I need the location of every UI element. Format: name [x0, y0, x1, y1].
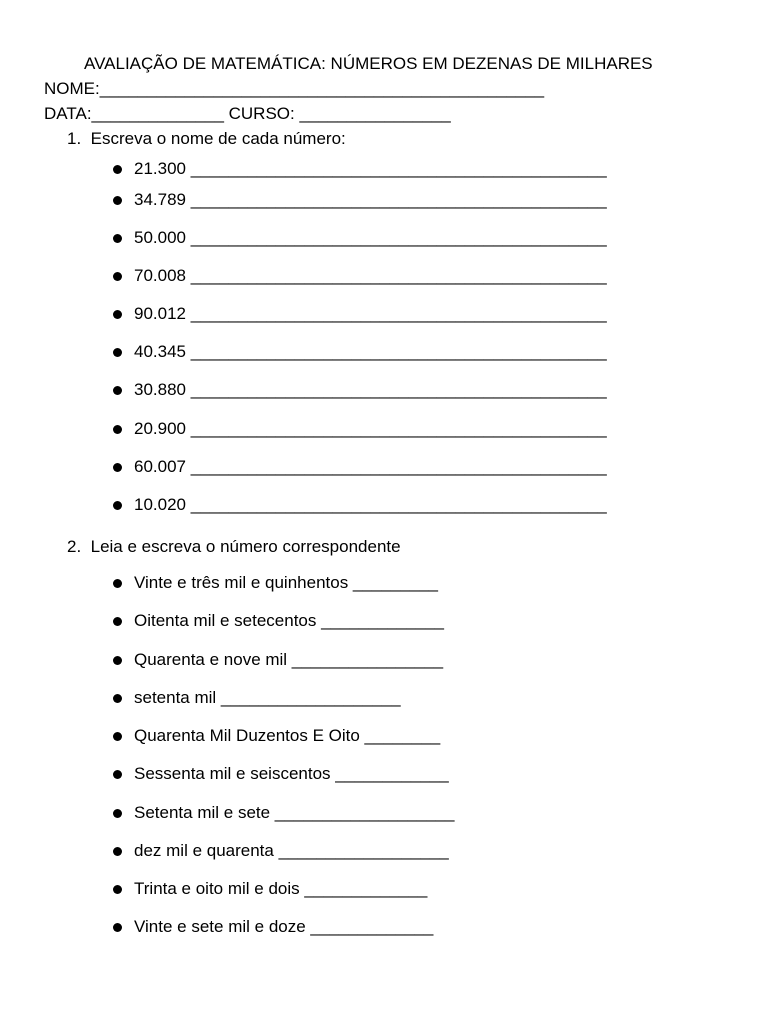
list-item: 20.900 ____________________________________________ — [134, 419, 607, 438]
bullet-icon — [113, 809, 122, 818]
list-item: 21.300 ____________________________________________ — [134, 159, 607, 178]
question-2-heading: 2. Leia e escreva o número correspondente — [67, 537, 401, 556]
list-item: 34.789 ____________________________________________ — [134, 190, 607, 209]
list-item: dez mil e quarenta __________________ — [134, 841, 449, 860]
bullet-icon — [113, 196, 122, 205]
bullet-icon — [113, 386, 122, 395]
bullet-icon — [113, 463, 122, 472]
list-item: Vinte e três mil e quinhentos _________ — [134, 573, 439, 592]
bullet-icon — [113, 732, 122, 741]
list-item: Quarenta Mil Duzentos E Oito ________ — [134, 726, 441, 745]
bullet-icon — [113, 579, 122, 588]
name-field-line: NOME:_______________________________________________ — [44, 79, 545, 98]
bullet-icon — [113, 272, 122, 281]
bullet-icon — [113, 885, 122, 894]
list-item: 70.008 ____________________________________________ — [134, 266, 607, 285]
bullet-icon — [113, 847, 122, 856]
bullet-icon — [113, 694, 122, 703]
bullet-icon — [113, 770, 122, 779]
bullet-icon — [113, 923, 122, 932]
list-item: 30.880 ____________________________________________ — [134, 380, 607, 399]
list-item: 40.345 ____________________________________________ — [134, 342, 607, 361]
bullet-icon — [113, 348, 122, 357]
list-item: 90.012 ____________________________________________ — [134, 304, 607, 323]
bullet-icon — [113, 425, 122, 434]
list-item: Trinta e oito mil e dois _____________ — [134, 879, 428, 898]
bullet-icon — [113, 617, 122, 626]
list-item: 60.007 ____________________________________________ — [134, 457, 607, 476]
list-item: 10.020 ____________________________________________ — [134, 495, 607, 514]
bullet-icon — [113, 234, 122, 243]
bullet-icon — [113, 656, 122, 665]
bullet-icon — [113, 310, 122, 319]
list-item: Oitenta mil e setecentos _____________ — [134, 611, 445, 630]
list-item: setenta mil ___________________ — [134, 688, 401, 707]
list-item: Vinte e sete mil e doze _____________ — [134, 917, 434, 936]
date-course-field-line: DATA:______________ CURSO: ________________ — [44, 104, 451, 123]
list-item: Setenta mil e sete ___________________ — [134, 803, 455, 822]
list-item: Quarenta e nove mil ________________ — [134, 650, 444, 669]
bullet-icon — [113, 165, 122, 174]
question-1-heading: 1. Escreva o nome de cada número: — [67, 129, 346, 148]
document-title: AVALIAÇÃO DE MATEMÁTICA: NÚMEROS EM DEZENAS DE MILHARES — [84, 54, 653, 73]
bullet-icon — [113, 501, 122, 510]
list-item: Sessenta mil e seiscentos ____________ — [134, 764, 449, 783]
list-item: 50.000 ____________________________________________ — [134, 228, 607, 247]
